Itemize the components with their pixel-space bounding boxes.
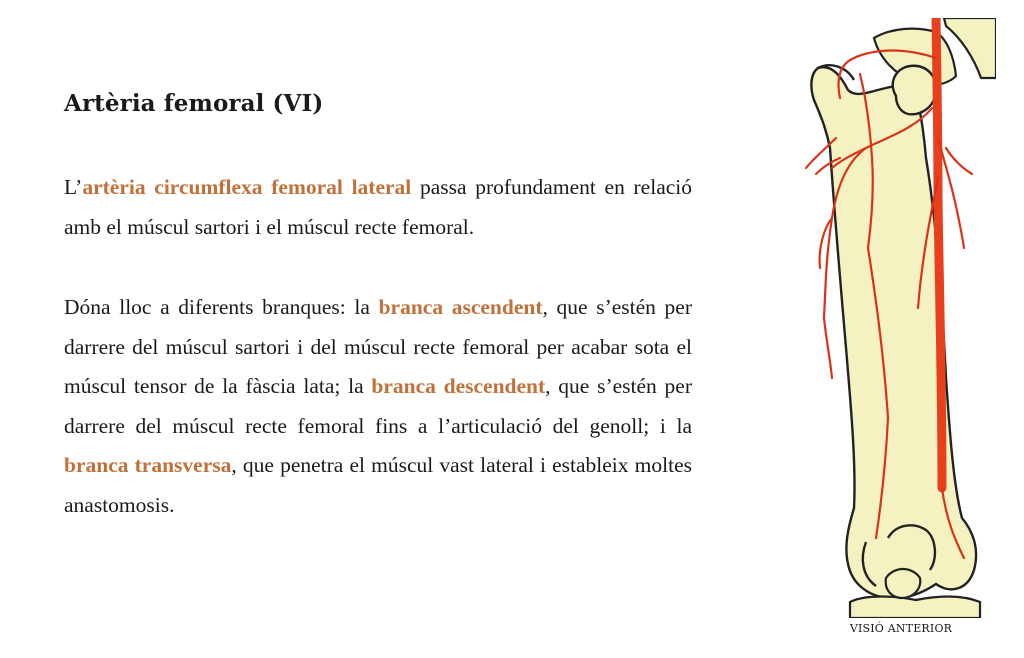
- highlight-term-circumflex-artery: artèria circumflexa femoral lateral: [82, 175, 412, 199]
- paragraph-2: [64, 288, 692, 525]
- femur-artery-illustration: [796, 18, 996, 618]
- p2-part3: , que s’estén per darrere del múscul recte femoral fins a l’articulació del genoll; i la: [64, 374, 693, 438]
- highlight-term-transverse-branch: branca transversa: [64, 453, 232, 477]
- highlight-term-ascending-branch: branca ascendent: [378, 295, 543, 319]
- p2-part2: , que s’estén per darrere del múscul sartori i del múscul recte femoral per acabar sota el múscul tensor de la fàscia lata; la: [64, 295, 693, 398]
- p2-part1: Dóna lloc a diferents branques: la: [64, 295, 379, 319]
- page-title: Artèria femoral (VI): [64, 90, 324, 117]
- p1-after: passa profundament en relació amb el múscul sartori i el múscul recte femoral.: [64, 175, 692, 239]
- p2-part4: , que penetra el múscul vast lateral i estableix moltes anastomosis.: [64, 453, 692, 517]
- femur-bone: [811, 65, 976, 598]
- highlight-term-descending-branch: branca descendent: [371, 374, 546, 398]
- p1-before: L’: [64, 175, 83, 199]
- figure-caption: VISIÓ ANTERIOR: [849, 622, 953, 635]
- paragraph-1: [64, 168, 692, 247]
